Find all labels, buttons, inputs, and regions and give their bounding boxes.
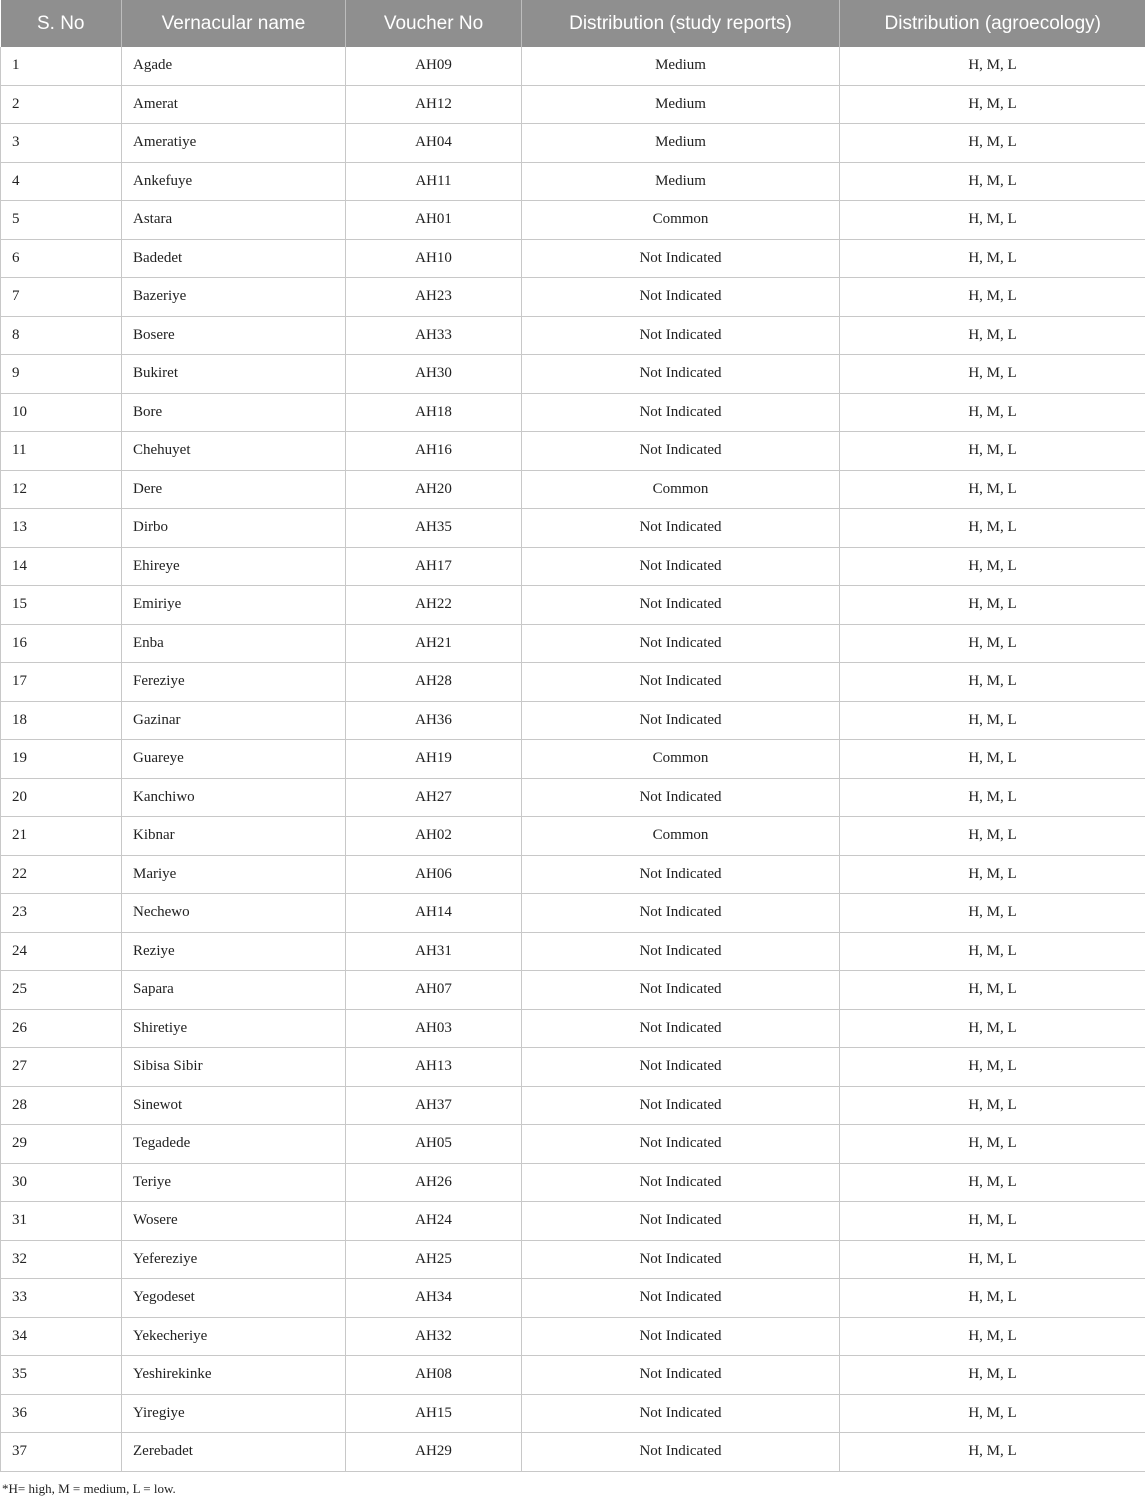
voucher-no-cell: AH13 (346, 1048, 522, 1087)
vernacular-name-cell: Bosere (122, 316, 346, 355)
distribution-agroecology-cell: H, M, L (840, 1394, 1145, 1433)
distribution-agroecology-cell: H, M, L (840, 393, 1145, 432)
distribution-agroecology-cell: H, M, L (840, 278, 1145, 317)
voucher-no-cell: AH28 (346, 663, 522, 702)
table-row (1, 432, 1145, 471)
vernacular-name-cell: Bore (122, 393, 346, 432)
table-row (1, 663, 1145, 702)
table-row (1, 817, 1145, 856)
voucher-no-cell: AH04 (346, 124, 522, 163)
voucher-no-cell: AH31 (346, 932, 522, 971)
distribution-agroecology-cell: H, M, L (840, 1317, 1145, 1356)
voucher-no-cell: AH05 (346, 1125, 522, 1164)
distribution-study-cell: Not Indicated (522, 1048, 840, 1087)
s-no-cell: 23 (1, 894, 122, 933)
table-row (1, 509, 1145, 548)
table-row (1, 1048, 1145, 1087)
s-no-cell: 12 (1, 470, 122, 509)
header-s-no: S. No (1, 0, 122, 47)
s-no-cell: 20 (1, 778, 122, 817)
vernacular-name-cell: Zerebadet (122, 1433, 346, 1472)
s-no-cell: 1 (1, 47, 122, 85)
s-no-cell: 31 (1, 1202, 122, 1241)
table-row (1, 547, 1145, 586)
distribution-agroecology-cell: H, M, L (840, 971, 1145, 1010)
distribution-study-cell: Not Indicated (522, 1356, 840, 1395)
table-row (1, 124, 1145, 163)
table-row (1, 1086, 1145, 1125)
distribution-study-cell: Not Indicated (522, 278, 840, 317)
s-no-cell: 26 (1, 1009, 122, 1048)
vernacular-name-cell: Kanchiwo (122, 778, 346, 817)
distribution-study-cell: Not Indicated (522, 432, 840, 471)
s-no-cell: 36 (1, 1394, 122, 1433)
distribution-agroecology-cell: H, M, L (840, 239, 1145, 278)
vernacular-name-cell: Dirbo (122, 509, 346, 548)
vernacular-name-cell: Ankefuye (122, 162, 346, 201)
table-row (1, 1317, 1145, 1356)
voucher-no-cell: AH19 (346, 740, 522, 779)
vernacular-name-cell: Bukiret (122, 355, 346, 394)
table-row (1, 162, 1145, 201)
vernacular-name-cell: Astara (122, 201, 346, 240)
vernacular-name-cell: Mariye (122, 855, 346, 894)
vernacular-name-cell: Yiregiye (122, 1394, 346, 1433)
table-row (1, 1202, 1145, 1241)
voucher-no-cell: AH29 (346, 1433, 522, 1472)
distribution-study-cell: Not Indicated (522, 932, 840, 971)
distribution-agroecology-cell: H, M, L (840, 1163, 1145, 1202)
voucher-no-cell: AH01 (346, 201, 522, 240)
table-row (1, 239, 1145, 278)
distribution-study-cell: Common (522, 470, 840, 509)
distribution-study-cell: Not Indicated (522, 894, 840, 933)
voucher-no-cell: AH16 (346, 432, 522, 471)
distribution-study-cell: Not Indicated (522, 1009, 840, 1048)
vernacular-name-cell: Kibnar (122, 817, 346, 856)
table-row (1, 701, 1145, 740)
table-row (1, 316, 1145, 355)
voucher-no-cell: AH37 (346, 1086, 522, 1125)
distribution-study-cell: Not Indicated (522, 1317, 840, 1356)
distribution-study-cell: Not Indicated (522, 547, 840, 586)
voucher-no-cell: AH33 (346, 316, 522, 355)
voucher-no-cell: AH06 (346, 855, 522, 894)
vernacular-name-cell: Tegadede (122, 1125, 346, 1164)
distribution-agroecology-cell: H, M, L (840, 316, 1145, 355)
header-voucher-no: Voucher No (346, 0, 522, 47)
distribution-study-cell: Not Indicated (522, 509, 840, 548)
distribution-agroecology-cell: H, M, L (840, 85, 1145, 124)
vernacular-name-cell: Agade (122, 47, 346, 85)
s-no-cell: 11 (1, 432, 122, 471)
voucher-no-cell: AH10 (346, 239, 522, 278)
footnote: *H= high, M = medium, L = low. (2, 1480, 176, 1496)
vernacular-name-cell: Yegodeset (122, 1279, 346, 1318)
distribution-study-cell: Not Indicated (522, 778, 840, 817)
s-no-cell: 5 (1, 201, 122, 240)
distribution-study-cell: Not Indicated (522, 1433, 840, 1472)
voucher-no-cell: AH30 (346, 355, 522, 394)
distribution-study-cell: Not Indicated (522, 701, 840, 740)
s-no-cell: 32 (1, 1240, 122, 1279)
s-no-cell: 24 (1, 932, 122, 971)
s-no-cell: 29 (1, 1125, 122, 1164)
distribution-study-cell: Not Indicated (522, 624, 840, 663)
table-row (1, 740, 1145, 779)
vernacular-name-cell: Sapara (122, 971, 346, 1010)
vernacular-name-cell: Wosere (122, 1202, 346, 1241)
vernacular-name-cell: Reziye (122, 932, 346, 971)
s-no-cell: 3 (1, 124, 122, 163)
table-row (1, 1433, 1145, 1472)
voucher-no-cell: AH07 (346, 971, 522, 1010)
distribution-study-cell: Not Indicated (522, 1125, 840, 1164)
voucher-no-cell: AH20 (346, 470, 522, 509)
s-no-cell: 19 (1, 740, 122, 779)
vernacular-name-cell: Bazeriye (122, 278, 346, 317)
distribution-study-cell: Not Indicated (522, 1279, 840, 1318)
distribution-study-cell: Not Indicated (522, 586, 840, 625)
distribution-agroecology-cell: H, M, L (840, 1433, 1145, 1472)
vernacular-name-cell: Nechewo (122, 894, 346, 933)
s-no-cell: 17 (1, 663, 122, 702)
distribution-agroecology-cell: H, M, L (840, 663, 1145, 702)
distribution-study-cell: Not Indicated (522, 855, 840, 894)
voucher-no-cell: AH12 (346, 85, 522, 124)
voucher-no-cell: AH02 (346, 817, 522, 856)
table-row (1, 624, 1145, 663)
distribution-study-cell: Common (522, 817, 840, 856)
table-row (1, 855, 1145, 894)
distribution-study-cell: Common (522, 201, 840, 240)
distribution-study-cell: Not Indicated (522, 1394, 840, 1433)
vernacular-name-cell: Yekecheriye (122, 1317, 346, 1356)
distribution-study-cell: Not Indicated (522, 316, 840, 355)
distribution-agroecology-cell: H, M, L (840, 1356, 1145, 1395)
header-distribution-study-reports: Distribution (study reports) (522, 0, 840, 47)
distribution-study-cell: Medium (522, 85, 840, 124)
distribution-agroecology-cell: H, M, L (840, 432, 1145, 471)
distribution-agroecology-cell: H, M, L (840, 1202, 1145, 1241)
table-row (1, 894, 1145, 933)
s-no-cell: 21 (1, 817, 122, 856)
vernacular-name-cell: Enba (122, 624, 346, 663)
distribution-study-cell: Medium (522, 124, 840, 163)
header-vernacular-name: Vernacular name (122, 0, 346, 47)
distribution-agroecology-cell: H, M, L (840, 855, 1145, 894)
vernacular-name-cell: Yeshirekinke (122, 1356, 346, 1395)
table-row (1, 470, 1145, 509)
voucher-no-cell: AH27 (346, 778, 522, 817)
distribution-agroecology-cell: H, M, L (840, 1279, 1145, 1318)
s-no-cell: 8 (1, 316, 122, 355)
voucher-no-cell: AH18 (346, 393, 522, 432)
s-no-cell: 10 (1, 393, 122, 432)
s-no-cell: 6 (1, 239, 122, 278)
table-row (1, 971, 1145, 1010)
table-row (1, 932, 1145, 971)
table-row (1, 355, 1145, 394)
voucher-no-cell: AH24 (346, 1202, 522, 1241)
s-no-cell: 13 (1, 509, 122, 548)
distribution-agroecology-cell: H, M, L (840, 1125, 1145, 1164)
distribution-agroecology-cell: H, M, L (840, 124, 1145, 163)
distribution-agroecology-cell: H, M, L (840, 547, 1145, 586)
table-row (1, 1125, 1145, 1164)
distribution-study-cell: Not Indicated (522, 355, 840, 394)
table-row (1, 393, 1145, 432)
voucher-no-cell: AH09 (346, 47, 522, 85)
vernacular-name-cell: Chehuyet (122, 432, 346, 471)
table-row (1, 1163, 1145, 1202)
s-no-cell: 18 (1, 701, 122, 740)
voucher-no-cell: AH08 (346, 1356, 522, 1395)
distribution-study-cell: Not Indicated (522, 663, 840, 702)
table-row (1, 1394, 1145, 1433)
header-row (1, 0, 1145, 47)
voucher-no-cell: AH03 (346, 1009, 522, 1048)
table-row (1, 586, 1145, 625)
distribution-agroecology-cell: H, M, L (840, 701, 1145, 740)
distribution-study-cell: Medium (522, 162, 840, 201)
vernacular-name-cell: Sinewot (122, 1086, 346, 1125)
table-row (1, 778, 1145, 817)
table-row (1, 278, 1145, 317)
distribution-agroecology-cell: H, M, L (840, 470, 1145, 509)
vernacular-name-cell: Sibisa Sibir (122, 1048, 346, 1087)
vernacular-name-cell: Yefereziye (122, 1240, 346, 1279)
distribution-agroecology-cell: H, M, L (840, 162, 1145, 201)
s-no-cell: 22 (1, 855, 122, 894)
vernacular-name-cell: Fereziye (122, 663, 346, 702)
distribution-agroecology-cell: H, M, L (840, 932, 1145, 971)
distribution-study-cell: Not Indicated (522, 971, 840, 1010)
distribution-agroecology-cell: H, M, L (840, 1048, 1145, 1087)
voucher-no-cell: AH25 (346, 1240, 522, 1279)
voucher-no-cell: AH36 (346, 701, 522, 740)
voucher-no-cell: AH22 (346, 586, 522, 625)
vernacular-name-cell: Ehireye (122, 547, 346, 586)
distribution-study-cell: Common (522, 740, 840, 779)
distribution-study-cell: Not Indicated (522, 1202, 840, 1241)
distribution-agroecology-cell: H, M, L (840, 1240, 1145, 1279)
s-no-cell: 27 (1, 1048, 122, 1087)
voucher-no-cell: AH11 (346, 162, 522, 201)
s-no-cell: 14 (1, 547, 122, 586)
vernacular-name-cell: Teriye (122, 1163, 346, 1202)
voucher-no-cell: AH17 (346, 547, 522, 586)
distribution-agroecology-cell: H, M, L (840, 740, 1145, 779)
table-row (1, 201, 1145, 240)
table-row (1, 1009, 1145, 1048)
vernacular-name-cell: Gazinar (122, 701, 346, 740)
s-no-cell: 2 (1, 85, 122, 124)
distribution-agroecology-cell: H, M, L (840, 1009, 1145, 1048)
distribution-study-cell: Not Indicated (522, 1086, 840, 1125)
distribution-agroecology-cell: H, M, L (840, 509, 1145, 548)
s-no-cell: 28 (1, 1086, 122, 1125)
distribution-study-cell: Not Indicated (522, 239, 840, 278)
distribution-agroecology-cell: H, M, L (840, 817, 1145, 856)
distribution-agroecology-cell: H, M, L (840, 778, 1145, 817)
vernacular-name-cell: Dere (122, 470, 346, 509)
table-body (1, 47, 1145, 1471)
s-no-cell: 33 (1, 1279, 122, 1318)
s-no-cell: 34 (1, 1317, 122, 1356)
s-no-cell: 9 (1, 355, 122, 394)
distribution-study-cell: Not Indicated (522, 1240, 840, 1279)
s-no-cell: 25 (1, 971, 122, 1010)
distribution-agroecology-cell: H, M, L (840, 586, 1145, 625)
distribution-study-cell: Medium (522, 47, 840, 85)
table-row (1, 47, 1145, 85)
s-no-cell: 16 (1, 624, 122, 663)
table-row (1, 1356, 1145, 1395)
distribution-study-cell: Not Indicated (522, 1163, 840, 1202)
voucher-no-cell: AH14 (346, 894, 522, 933)
distribution-study-cell: Not Indicated (522, 393, 840, 432)
table-row (1, 1240, 1145, 1279)
vernacular-name-cell: Emiriye (122, 586, 346, 625)
vernacular-name-cell: Ameratiye (122, 124, 346, 163)
vernacular-name-cell: Amerat (122, 85, 346, 124)
voucher-no-cell: AH26 (346, 1163, 522, 1202)
voucher-no-cell: AH34 (346, 1279, 522, 1318)
distribution-agroecology-cell: H, M, L (840, 624, 1145, 663)
s-no-cell: 37 (1, 1433, 122, 1472)
s-no-cell: 30 (1, 1163, 122, 1202)
voucher-no-cell: AH32 (346, 1317, 522, 1356)
distribution-agroecology-cell: H, M, L (840, 201, 1145, 240)
s-no-cell: 35 (1, 1356, 122, 1395)
table-row (1, 85, 1145, 124)
voucher-no-cell: AH21 (346, 624, 522, 663)
distribution-agroecology-cell: H, M, L (840, 47, 1145, 85)
s-no-cell: 4 (1, 162, 122, 201)
distribution-agroecology-cell: H, M, L (840, 894, 1145, 933)
s-no-cell: 7 (1, 278, 122, 317)
voucher-no-cell: AH15 (346, 1394, 522, 1433)
vernacular-name-cell: Badedet (122, 239, 346, 278)
distribution-agroecology-cell: H, M, L (840, 355, 1145, 394)
vernacular-name-cell: Guareye (122, 740, 346, 779)
distribution-agroecology-cell: H, M, L (840, 1086, 1145, 1125)
voucher-no-cell: AH23 (346, 278, 522, 317)
header-distribution-agroecology: Distribution (agroecology) (840, 0, 1145, 47)
s-no-cell: 15 (1, 586, 122, 625)
vernacular-name-cell: Shiretiye (122, 1009, 346, 1048)
table-row (1, 1279, 1145, 1318)
voucher-no-cell: AH35 (346, 509, 522, 548)
